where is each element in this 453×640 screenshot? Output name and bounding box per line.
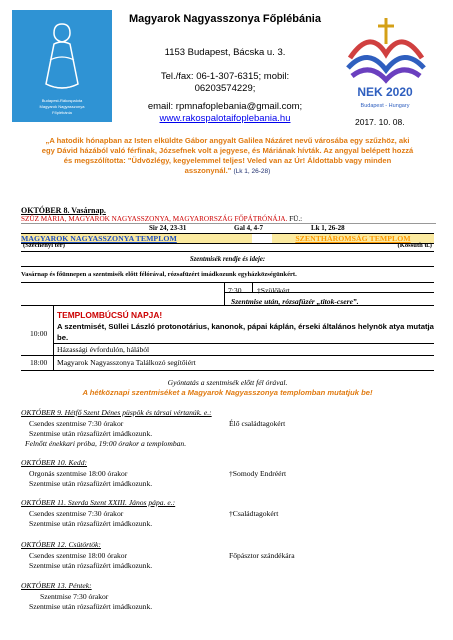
table-divider: [53, 343, 434, 344]
church-left: MAGYAROK NAGYASSZONYA TEMPLOM: [21, 234, 252, 243]
table-divider: [21, 305, 434, 306]
phone-line: Tel./fax: 06-1-307-6315; mobil:: [160, 71, 290, 82]
rosary-line: Szentmise után rózsafüzért imádkozunk.: [29, 429, 153, 438]
nek-2020-logo: [330, 14, 440, 114]
mass-celebrant: A szentmisét, Süllei László protonotárius, kanonok, pápai káplán, érseki általános helynök atya mutatja be.: [57, 322, 434, 342]
mass-intention: †Somody Endréért: [229, 469, 287, 478]
mass-time: 7:30: [228, 286, 242, 295]
mass-line: Csendes szentmise 7:30 órakor: [29, 509, 124, 518]
choir-note: Felnőtt énekkari próba, 19:00 órakor a templomban.: [25, 439, 187, 448]
mass-intention: Főpásztor szándékára: [229, 551, 295, 560]
parish-logo: [12, 10, 112, 122]
table-divider: [224, 292, 434, 293]
table-divider: [21, 251, 434, 252]
day-heading: OKTÓBER 12. Csütörtök:: [21, 540, 101, 549]
place-right: (Kossuth u.): [397, 242, 432, 249]
feast-name: SZŰZ MÁRIA, MAGYAROK NAGYASSZONYA, MAGYARORSZÁG FŐPÁTRÓNÁJA.: [21, 215, 288, 223]
mass-note: Szentmise után, rózsafüzér „titok-csere”.: [231, 297, 359, 306]
reading: Lk 1, 26-28: [311, 224, 345, 232]
mass-intention: †Családtagokért: [229, 509, 279, 518]
logo-caption-line: Budapest-Rákospalota: [41, 98, 83, 103]
rosary-line: Szentmise után rózsafüzért imádkozunk.: [29, 519, 153, 528]
mass-line: Csendes szentmise 7:30 órakor: [29, 419, 124, 428]
table-divider: [53, 305, 54, 371]
nek-logo-subtext: Budapest - Hungary: [360, 103, 410, 109]
church-right: SZENTHÁROMSÁG TEMPLOM: [272, 234, 434, 243]
quote-text: „A hatodik hónapban az Isten elküldte Gábor angyalt Galilea Názáret nevű városába egy szűzhöz, aki egy Dávid házából való férfinak, Józsefnek volt a jegyese, és Máriának hívták. Az angyal belépett hozzá és megszólította: "Üdvözlégy, kegyelemmel teljes! Veled van az Úr! Áldottabb vagy minden asszonynál.": [41, 136, 414, 175]
table-divider: [252, 282, 253, 292]
logo-caption-line: Magyarok Nagyasszonya: [39, 104, 85, 109]
table-divider: [21, 266, 434, 267]
table-divider: [21, 282, 434, 283]
rosary-line: Szentmise után rózsafüzért imádkozunk.: [29, 479, 153, 488]
nek-logo-text: NEK 2020: [357, 85, 413, 99]
logo-caption-line: Főplébánia: [52, 110, 72, 115]
places-row: [21, 242, 434, 250]
mass-order-title: Szentmisék rendje és ideje:: [189, 256, 266, 263]
rosary-line: Szentmise után rózsafüzért imádkozunk.: [29, 602, 153, 611]
gospel-quote: [40, 136, 415, 177]
table-divider: [224, 282, 225, 292]
day-heading: OKTÓBER 11. Szerda Szent XXIII. János pápa. e.:: [21, 498, 176, 507]
day-heading: OKTÓBER 10. Kedd:: [21, 458, 88, 467]
mass-intention: Élő családtagokért: [229, 419, 286, 428]
mass-line: Csendes szentmise 18:00 órakor: [29, 551, 128, 560]
feast-title: [21, 215, 436, 224]
bulletin-date: 2017. 10. 08.: [355, 117, 405, 127]
parish-email: email: rpmnafoplebania@gmail.com;: [147, 101, 303, 112]
sunday-heading: OKTÓBER 8. Vasárnap.: [21, 206, 106, 215]
mass-intention: Házassági évfordulón, hálából: [57, 345, 150, 354]
weekday-mass-note: A hétköznapi szentmiséket a Magyarok Nagyasszonya templomban mutatjuk be!: [82, 388, 373, 397]
day-heading: OKTÓBER 9. Hétfő Szent Dénes püspök és társai vértanúk. e.:: [21, 408, 212, 417]
day-heading: OKTÓBER 13. Péntek:: [21, 581, 92, 590]
parish-phone: [120, 71, 330, 95]
parish-title: Magyarok Nagyasszonya Főplébánia: [129, 13, 321, 25]
place-left: (Széchenyi tér): [23, 242, 65, 249]
rosary-line: Szentmise után rózsafüzért imádkozunk.: [29, 561, 153, 570]
table-divider: [21, 355, 434, 356]
mass-intention: †Szülőkért: [257, 286, 290, 295]
mass-intention: Magyarok Nagyasszonya Találkozó segítőiért: [57, 358, 196, 367]
reading: Sir 24, 23-31: [149, 224, 187, 232]
sunday-note: Vasárnap és főünnepen a szentmisék előtt félórával, rózsafüzért imádkozunk egyházközségünkért.: [21, 271, 297, 278]
mass-time: 10:00: [30, 329, 48, 338]
parish-address: 1153 Budapest, Bácska u. 3.: [164, 47, 286, 58]
confession-note: Gyóntatás a szentmisék előtt fél órával.: [167, 378, 288, 387]
table-divider: [224, 292, 225, 305]
readings-row: [21, 224, 434, 233]
reading: Gal 4, 4-7: [234, 224, 263, 232]
mass-line: Szentmise 7:30 órakor: [40, 592, 109, 601]
nek-emblem-icon: [330, 14, 440, 114]
mass-line: Orgonás szentmise 18:00 órakor: [29, 469, 128, 478]
feast-suffix: FÜ.:: [289, 215, 303, 223]
patronal-feast-label: TEMPLOMBÚCSÚ NAPJA!: [57, 310, 163, 320]
quote-reference: (Lk 1, 26-28): [233, 168, 271, 175]
table-divider: [21, 370, 434, 371]
parish-website-link[interactable]: www.rakospalotaifoplebania.hu: [159, 113, 291, 124]
mass-time: 18:00: [30, 358, 48, 367]
phone-line: 06203574229;: [194, 83, 256, 94]
